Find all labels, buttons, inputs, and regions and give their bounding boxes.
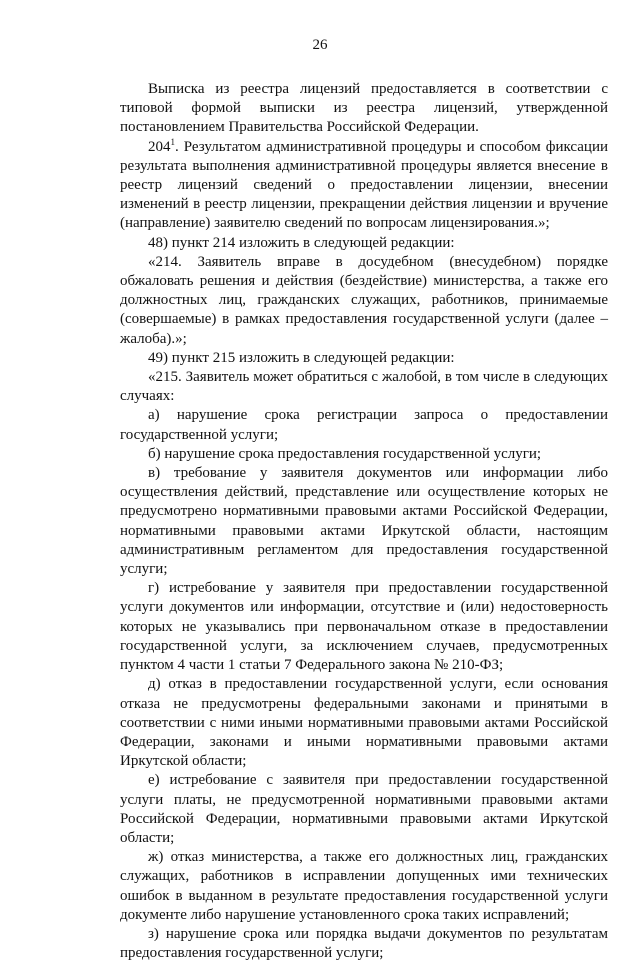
- document-body: [120, 80, 608, 963]
- list-item: д) отказ в предоставлении государственной услуги, если основания отказа не предусмотрены федеральными законами и принятыми в соответствии с ними иными нормативными правовыми актами Российской Федерации, законами и иными нормативными правовыми актами Иркутской области;: [120, 676, 608, 770]
- page-number: 26: [312, 37, 328, 53]
- list-item: б) нарушение срока предоставления государственной услуги;: [148, 445, 542, 462]
- paragraph: Выписка из реестра лицензий предоставляется в соответствии с типовой формой выписки из реестра лицензий, утвержденной постановлением Правительства Российской Федерации.: [120, 81, 608, 136]
- paragraph: 49) пункт 215 изложить в следующей редакции:: [148, 349, 455, 366]
- list-item: е) истребование с заявителя при предоставлении государственной услуги платы, не предусмотренной нормативными правовыми актами Российской Федерации, нормативными правовыми актами Иркутской области;: [120, 772, 608, 846]
- list-item: а) нарушение срока регистрации запроса о предоставлении государственной услуги;: [120, 407, 608, 443]
- paragraph: «215. Заявитель может обратиться с жалобой, в том числе в следующих случаях:: [120, 369, 608, 405]
- list-item: г) истребование у заявителя при предоставлении государственной услуги документов или информации, отсутствие и (или) недостоверность которых не указывались при первоначальном отказе в предоставлении государственной услуги, за исключением случаев, предусмотренных пунктом 4 части 1 статьи 7 Федерального закона № 210-ФЗ;: [120, 580, 608, 674]
- paragraph: 48) пункт 214 изложить в следующей редакции:: [148, 234, 455, 251]
- paragraph: $204^1$. Результатом административной процедуры и способом фиксации результата выполнения административной процедуры является внесение в реестр лицензий сведений о предоставлении лицензии, внесении изменений в реестр лицензии, прекращении действия лицензии и вручение (направление) заявителю сведений по вопросам лицензирования.»;: [120, 136, 608, 232]
- list-item: ж) отказ министерства, а также его должностных лиц, гражданских служащих, работников в исправлении допущенных ими технических ошибок в выданном в результате предоставления государственной услуги документе либо нарушение установленного срока таких исправлений;: [120, 849, 608, 923]
- superscript: 1: [170, 136, 175, 147]
- list-item: в) требование у заявителя документов или информации либо осуществления действий, представление или осуществление которых не предусмотрено нормативными правовыми актами Российской Федерации, нормативными правовыми актами Иркутской области, настоящим административным регламентом для предоставления государственной услуги;: [120, 465, 608, 578]
- paragraph: «214. Заявитель вправе в досудебном (внесудебном) порядке обжаловать решения и действия (бездействие) министерства, а также его должностных лиц, гражданских служащих, работников, принимаемые (совершаемые) в рамках предоставления государственной услуги (далее – жалоба).»;: [120, 253, 608, 347]
- list-item: з) нарушение срока или порядка выдачи документов по результатам предоставления государственной услуги;: [120, 925, 608, 962]
